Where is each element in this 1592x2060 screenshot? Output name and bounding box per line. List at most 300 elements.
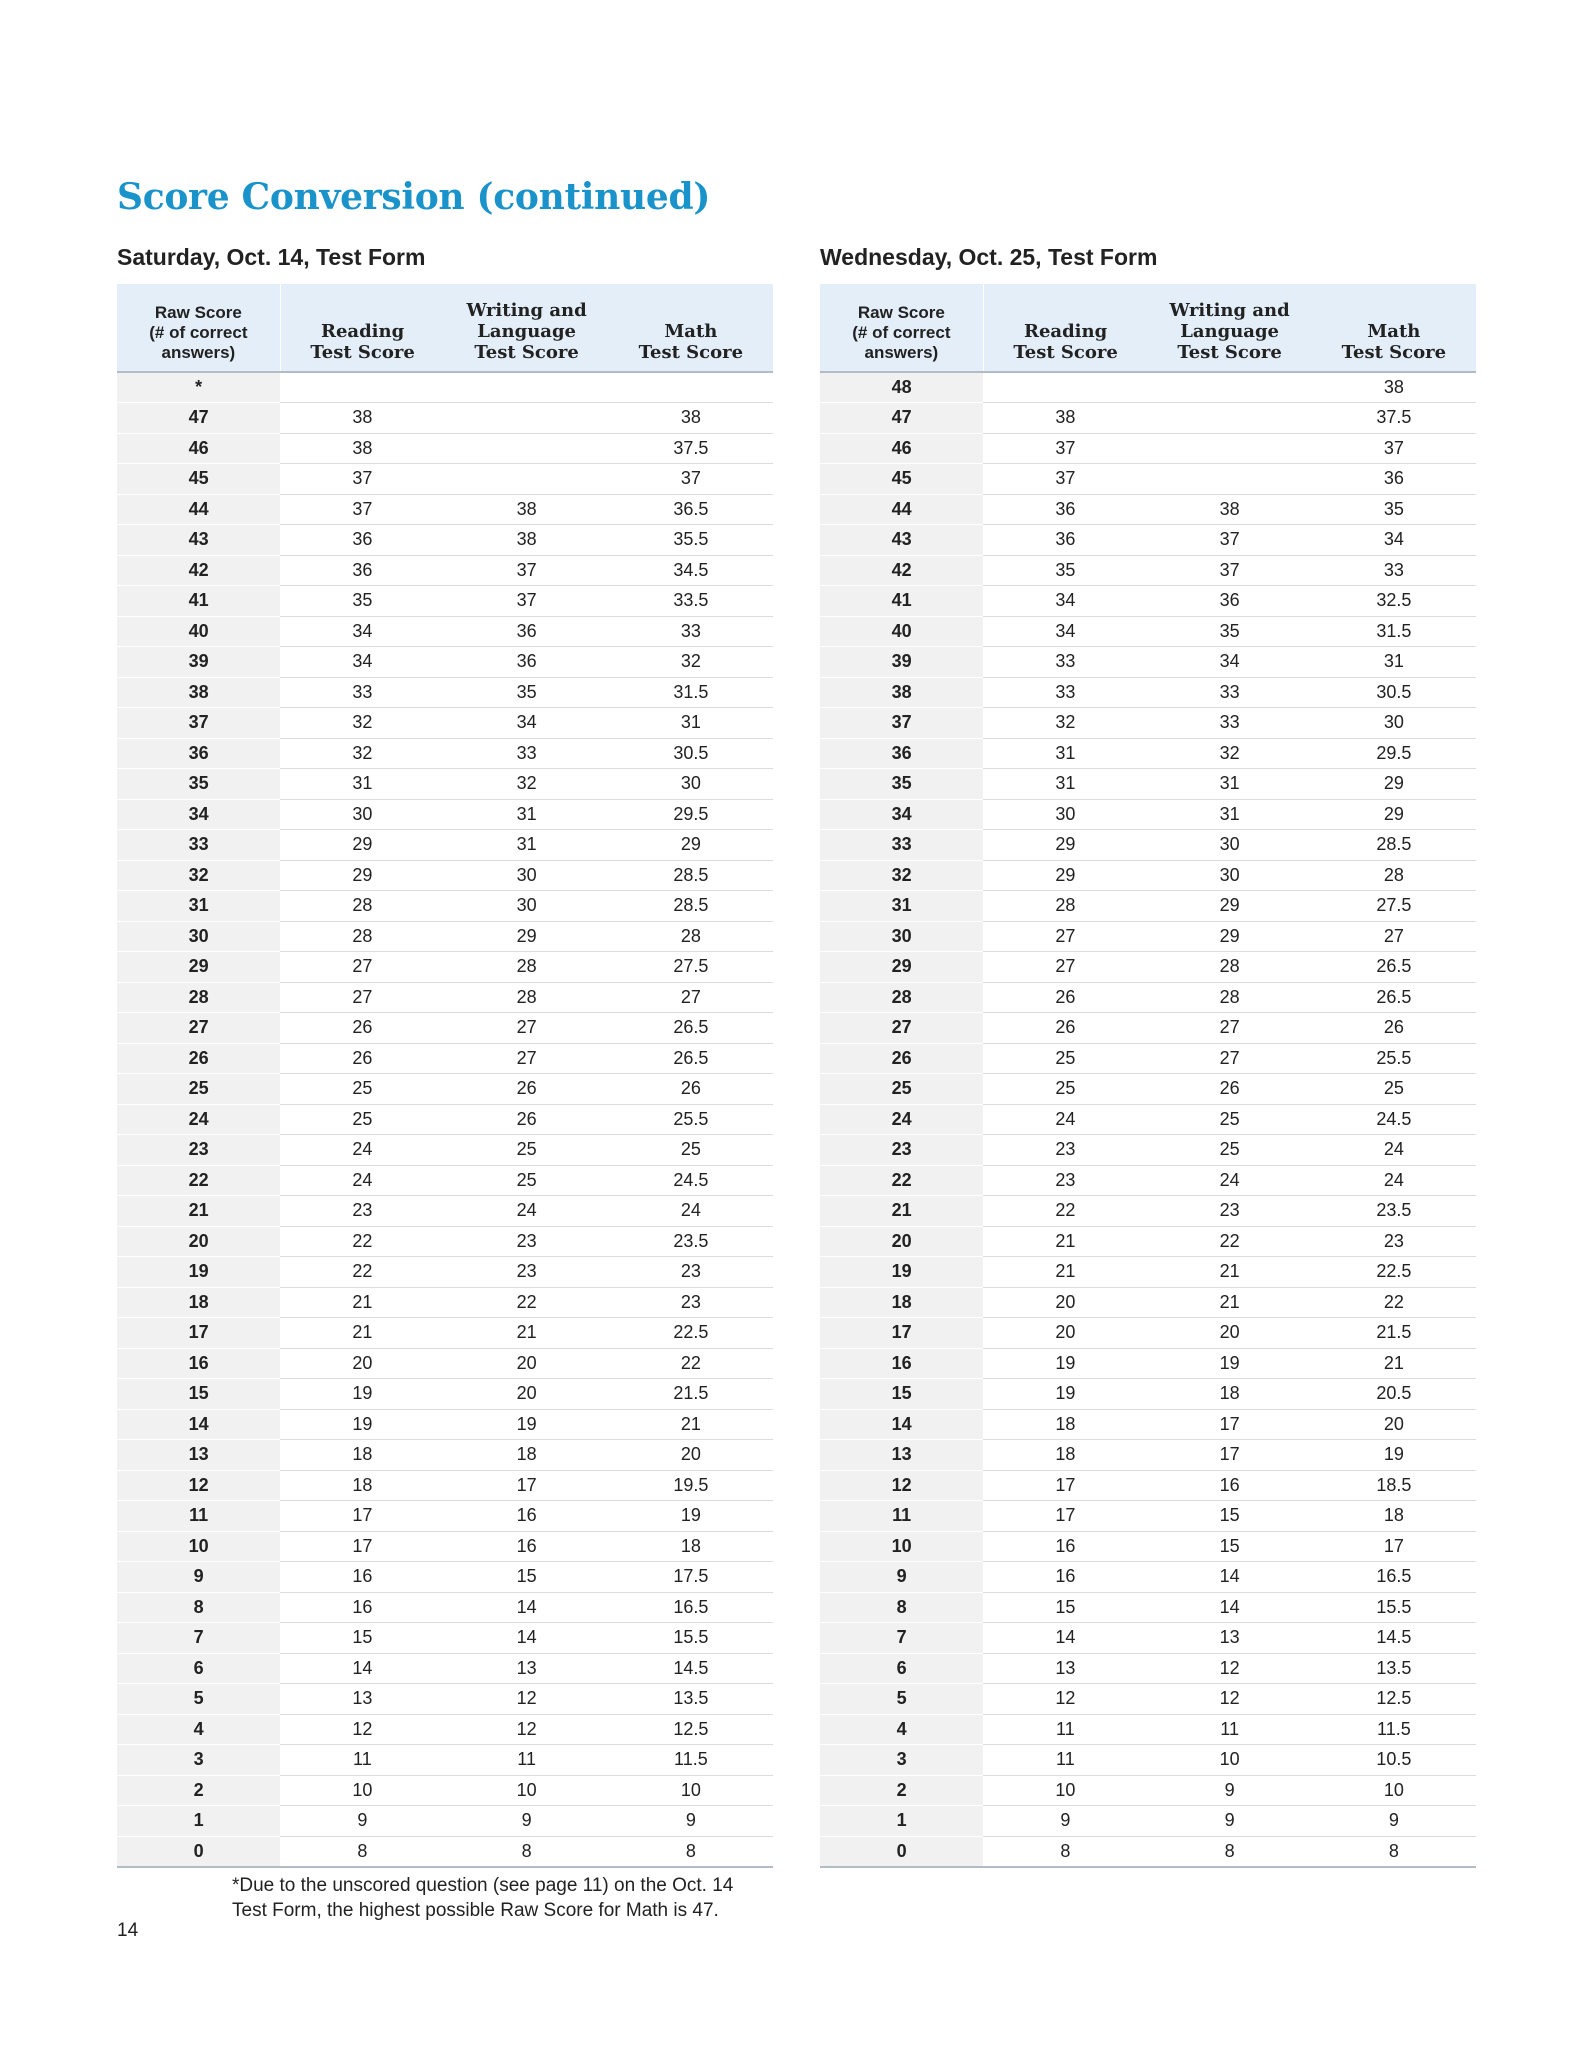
reading-score-cell: 28 [280, 891, 444, 922]
writing-language-score-cell: 24 [444, 1196, 608, 1227]
raw-score-cell: 29 [117, 952, 280, 983]
reading-score-cell: 18 [280, 1470, 444, 1501]
table-row [820, 799, 1476, 830]
math-score-cell: 24.5 [609, 1165, 773, 1196]
math-score-cell: 22 [1312, 1287, 1476, 1318]
math-score-cell: 10 [1312, 1775, 1476, 1806]
table-row [820, 1409, 1476, 1440]
writing-language-score-cell: 16 [444, 1501, 608, 1532]
table-row [117, 464, 773, 495]
reading-score-cell: 36 [280, 525, 444, 556]
reading-score-cell: 17 [280, 1501, 444, 1532]
header-line: Test Score [1341, 342, 1447, 363]
raw-score-cell: 0 [117, 1836, 280, 1867]
score-conversion-table-oct-25 [820, 284, 1476, 1868]
reading-score-header [280, 284, 444, 372]
reading-score-cell: 36 [983, 525, 1147, 556]
raw-score-cell: 31 [820, 891, 983, 922]
reading-score-cell: 13 [983, 1653, 1147, 1684]
writing-language-score-cell: 36 [444, 647, 608, 678]
raw-score-cell: 46 [117, 433, 280, 464]
math-score-cell: 35.5 [609, 525, 773, 556]
raw-score-cell: 30 [820, 921, 983, 952]
writing-language-score-cell: 14 [444, 1592, 608, 1623]
table-row [820, 1257, 1476, 1288]
writing-language-score-cell [444, 372, 608, 403]
writing-language-score-cell: 18 [1147, 1379, 1311, 1410]
reading-score-cell: 31 [280, 769, 444, 800]
table-row [820, 677, 1476, 708]
raw-score-cell: 33 [117, 830, 280, 861]
raw-score-cell: 44 [117, 494, 280, 525]
writing-language-score-cell: 30 [444, 860, 608, 891]
raw-score-cell: 19 [820, 1257, 983, 1288]
writing-language-score-cell: 26 [444, 1074, 608, 1105]
table-row [820, 1806, 1476, 1837]
math-score-cell: 21 [1312, 1348, 1476, 1379]
raw-score-cell: 1 [820, 1806, 983, 1837]
table-row [820, 1135, 1476, 1166]
table-row [117, 860, 773, 891]
raw-score-cell: 3 [117, 1745, 280, 1776]
reading-score-cell: 17 [983, 1470, 1147, 1501]
writing-language-score-cell: 20 [444, 1348, 608, 1379]
math-score-cell: 13.5 [609, 1684, 773, 1715]
table-row [117, 1714, 773, 1745]
writing-language-score-cell [1147, 433, 1311, 464]
raw-score-cell: 0 [820, 1836, 983, 1867]
table-row [117, 433, 773, 464]
reading-score-cell: 37 [983, 464, 1147, 495]
math-score-cell: 26.5 [1312, 982, 1476, 1013]
math-score-cell: 15.5 [1312, 1592, 1476, 1623]
reading-score-cell: 12 [280, 1714, 444, 1745]
writing-language-score-cell: 37 [444, 586, 608, 617]
reading-score-cell: 35 [280, 586, 444, 617]
writing-language-score-cell: 28 [1147, 982, 1311, 1013]
writing-language-score-cell: 23 [444, 1226, 608, 1257]
reading-score-cell: 16 [983, 1562, 1147, 1593]
writing-language-score-cell: 9 [1147, 1775, 1311, 1806]
writing-language-score-cell [444, 403, 608, 434]
reading-score-cell: 15 [280, 1623, 444, 1654]
math-score-cell: 20.5 [1312, 1379, 1476, 1410]
table-row [117, 921, 773, 952]
reading-score-cell: 29 [280, 830, 444, 861]
writing-language-score-cell: 13 [444, 1653, 608, 1684]
math-score-cell: 26 [609, 1074, 773, 1105]
table-row [117, 372, 773, 403]
writing-language-score-cell: 26 [444, 1104, 608, 1135]
raw-score-cell: 42 [820, 555, 983, 586]
reading-score-cell: 11 [983, 1745, 1147, 1776]
math-score-cell: 21.5 [1312, 1318, 1476, 1349]
raw-score-cell: 10 [117, 1531, 280, 1562]
raw-score-header [117, 284, 280, 372]
math-score-cell: 29 [609, 830, 773, 861]
table-row [117, 1592, 773, 1623]
raw-score-cell: 7 [117, 1623, 280, 1654]
reading-score-cell: 21 [280, 1287, 444, 1318]
header-line: Test Score [474, 342, 579, 363]
table-row [117, 1623, 773, 1654]
raw-score-cell: 4 [820, 1714, 983, 1745]
raw-score-cell: * [117, 372, 280, 403]
table-row [820, 1196, 1476, 1227]
writing-language-score-cell: 37 [1147, 555, 1311, 586]
writing-language-score-cell: 10 [1147, 1745, 1311, 1776]
table-row [117, 1745, 773, 1776]
footnote-line: Test Form, the highest possible Raw Score for Math is 47. [232, 1900, 719, 1921]
reading-score-cell: 24 [280, 1165, 444, 1196]
raw-score-cell: 8 [117, 1592, 280, 1623]
math-score-cell: 30 [609, 769, 773, 800]
raw-score-cell: 16 [820, 1348, 983, 1379]
math-score-cell: 28.5 [609, 891, 773, 922]
raw-score-cell: 41 [820, 586, 983, 617]
table-row [820, 1074, 1476, 1105]
table-row [117, 586, 773, 617]
reading-score-cell: 25 [983, 1043, 1147, 1074]
table-row [820, 1470, 1476, 1501]
raw-score-cell: 34 [820, 799, 983, 830]
reading-score-cell: 19 [983, 1379, 1147, 1410]
header-line: Raw Score [857, 303, 945, 322]
reading-score-cell: 10 [280, 1775, 444, 1806]
reading-score-cell: 25 [983, 1074, 1147, 1105]
reading-score-cell: 23 [280, 1196, 444, 1227]
table-row [820, 738, 1476, 769]
reading-score-cell: 22 [983, 1196, 1147, 1227]
raw-score-cell: 45 [117, 464, 280, 495]
reading-score-cell: 21 [983, 1257, 1147, 1288]
writing-language-score-cell: 37 [1147, 525, 1311, 556]
writing-language-score-cell: 14 [444, 1623, 608, 1654]
table-row [117, 738, 773, 769]
table-row [820, 616, 1476, 647]
table-row [117, 1836, 773, 1867]
math-score-cell: 14.5 [1312, 1623, 1476, 1654]
score-conversion-table-oct-14 [117, 284, 773, 1868]
math-score-cell: 32.5 [1312, 586, 1476, 617]
table-row [117, 647, 773, 678]
math-score-cell: 31 [609, 708, 773, 739]
table-title: Wednesday, Oct. 25, Test Form [820, 244, 1158, 270]
writing-language-score-cell: 31 [1147, 769, 1311, 800]
reading-score-cell: 38 [280, 433, 444, 464]
writing-language-score-cell: 28 [444, 952, 608, 983]
raw-score-cell: 40 [117, 616, 280, 647]
math-score-header [609, 284, 773, 372]
table-row [117, 1348, 773, 1379]
math-score-cell: 20 [609, 1440, 773, 1471]
math-score-cell: 23.5 [609, 1226, 773, 1257]
raw-score-cell: 40 [820, 616, 983, 647]
reading-score-cell: 21 [983, 1226, 1147, 1257]
writing-language-score-header [444, 284, 608, 372]
table-row [820, 1775, 1476, 1806]
raw-score-cell: 27 [820, 1013, 983, 1044]
math-score-cell: 27.5 [609, 952, 773, 983]
table-row [117, 1226, 773, 1257]
raw-score-cell: 34 [117, 799, 280, 830]
table-row [117, 525, 773, 556]
math-score-cell: 19.5 [609, 1470, 773, 1501]
writing-language-score-cell: 15 [1147, 1531, 1311, 1562]
reading-score-cell: 28 [280, 921, 444, 952]
raw-score-cell: 25 [117, 1074, 280, 1105]
raw-score-cell: 28 [117, 982, 280, 1013]
reading-score-cell: 25 [280, 1074, 444, 1105]
table-row [117, 1562, 773, 1593]
reading-score-cell: 11 [280, 1745, 444, 1776]
writing-language-score-cell: 30 [1147, 860, 1311, 891]
writing-language-score-cell: 20 [444, 1379, 608, 1410]
math-score-cell: 8 [1312, 1836, 1476, 1867]
math-score-cell: 28.5 [1312, 830, 1476, 861]
table-row [117, 1043, 773, 1074]
footnote-line: *Due to the unscored question (see page 11) on the Oct. 14 [232, 1875, 734, 1896]
table-row [820, 433, 1476, 464]
math-score-cell: 38 [1312, 372, 1476, 403]
reading-score-cell: 15 [983, 1592, 1147, 1623]
math-score-cell: 9 [1312, 1806, 1476, 1837]
math-score-cell: 32 [609, 647, 773, 678]
reading-score-cell: 32 [983, 708, 1147, 739]
math-score-cell: 21 [609, 1409, 773, 1440]
writing-language-score-cell: 25 [1147, 1135, 1311, 1166]
table-row [117, 1379, 773, 1410]
table-row [820, 555, 1476, 586]
math-score-cell: 37.5 [1312, 403, 1476, 434]
reading-score-cell: 34 [983, 616, 1147, 647]
math-score-cell: 36.5 [609, 494, 773, 525]
math-score-cell: 17.5 [609, 1562, 773, 1593]
reading-score-cell: 36 [280, 555, 444, 586]
raw-score-cell: 9 [820, 1562, 983, 1593]
table-body [117, 372, 773, 1867]
reading-score-cell: 33 [983, 677, 1147, 708]
reading-score-cell: 28 [983, 891, 1147, 922]
writing-language-score-cell: 26 [1147, 1074, 1311, 1105]
math-score-cell: 31 [1312, 647, 1476, 678]
writing-language-score-cell: 18 [444, 1440, 608, 1471]
math-score-cell: 24 [609, 1196, 773, 1227]
reading-score-cell: 18 [280, 1440, 444, 1471]
reading-score-cell: 16 [280, 1592, 444, 1623]
header-line: Test Score [310, 342, 415, 363]
raw-score-cell: 37 [117, 708, 280, 739]
table-row [820, 1653, 1476, 1684]
table-row [820, 1836, 1476, 1867]
table-row [117, 494, 773, 525]
raw-score-cell: 45 [820, 464, 983, 495]
writing-language-score-cell: 23 [1147, 1196, 1311, 1227]
table-row [820, 1287, 1476, 1318]
math-score-cell: 27.5 [1312, 891, 1476, 922]
raw-score-cell: 48 [820, 372, 983, 403]
writing-language-score-cell [1147, 403, 1311, 434]
math-score-cell: 24 [1312, 1165, 1476, 1196]
writing-language-score-cell: 27 [444, 1013, 608, 1044]
math-score-cell: 28.5 [609, 860, 773, 891]
writing-language-score-header [1147, 284, 1311, 372]
table-row [820, 1226, 1476, 1257]
table-row [820, 921, 1476, 952]
header-line: Test Score [638, 342, 744, 363]
raw-score-cell: 11 [820, 1501, 983, 1532]
writing-language-score-cell: 30 [444, 891, 608, 922]
raw-score-cell: 20 [117, 1226, 280, 1257]
writing-language-score-cell: 24 [1147, 1165, 1311, 1196]
math-score-cell: 10.5 [1312, 1745, 1476, 1776]
header-line: answers) [161, 343, 236, 362]
math-score-cell: 24.5 [1312, 1104, 1476, 1135]
raw-score-header [820, 284, 983, 372]
header-line: Raw Score [154, 303, 242, 322]
writing-language-score-cell: 12 [1147, 1653, 1311, 1684]
writing-language-score-cell: 16 [1147, 1470, 1311, 1501]
math-score-cell: 17 [1312, 1531, 1476, 1562]
writing-language-score-cell: 21 [1147, 1257, 1311, 1288]
reading-score-cell: 25 [280, 1104, 444, 1135]
math-score-cell: 23 [1312, 1226, 1476, 1257]
reading-score-cell: 8 [280, 1836, 444, 1867]
writing-language-score-cell: 11 [444, 1745, 608, 1776]
math-score-cell: 31.5 [609, 677, 773, 708]
table-row [117, 1653, 773, 1684]
raw-score-cell: 27 [117, 1013, 280, 1044]
header-line: Language [477, 321, 576, 342]
writing-language-score-cell: 21 [444, 1318, 608, 1349]
reading-score-cell: 29 [280, 860, 444, 891]
writing-language-score-cell: 23 [444, 1257, 608, 1288]
math-score-cell: 23.5 [1312, 1196, 1476, 1227]
raw-score-cell: 11 [117, 1501, 280, 1532]
table-row [117, 1257, 773, 1288]
raw-score-cell: 23 [820, 1135, 983, 1166]
table-row [117, 1470, 773, 1501]
table-section-oct-14 [117, 242, 773, 1868]
math-score-cell: 30 [1312, 708, 1476, 739]
reading-score-cell: 27 [983, 921, 1147, 952]
reading-score-cell: 8 [983, 1836, 1147, 1867]
raw-score-cell: 38 [117, 677, 280, 708]
reading-score-cell: 23 [983, 1165, 1147, 1196]
writing-language-score-cell: 8 [444, 1836, 608, 1867]
table-row [117, 1074, 773, 1105]
math-score-cell: 28 [1312, 860, 1476, 891]
reading-score-cell: 12 [983, 1684, 1147, 1715]
math-score-cell: 29 [1312, 799, 1476, 830]
writing-language-score-cell: 16 [444, 1531, 608, 1562]
writing-language-score-cell: 17 [444, 1470, 608, 1501]
table-row [820, 891, 1476, 922]
reading-score-cell: 19 [280, 1379, 444, 1410]
table-title: Saturday, Oct. 14, Test Form [117, 244, 426, 270]
writing-language-score-cell: 36 [1147, 586, 1311, 617]
math-score-cell: 16.5 [1312, 1562, 1476, 1593]
raw-score-cell: 37 [820, 708, 983, 739]
writing-language-score-cell: 33 [1147, 708, 1311, 739]
table-row [820, 525, 1476, 556]
page-number: 14 [117, 1920, 139, 1941]
writing-language-score-cell: 36 [444, 616, 608, 647]
table-row [820, 1318, 1476, 1349]
table-row [117, 1165, 773, 1196]
math-score-cell: 30.5 [609, 738, 773, 769]
table-row [117, 708, 773, 739]
table-row [820, 1348, 1476, 1379]
reading-score-cell: 22 [280, 1257, 444, 1288]
raw-score-cell: 43 [117, 525, 280, 556]
raw-score-cell: 35 [820, 769, 983, 800]
raw-score-cell: 44 [820, 494, 983, 525]
raw-score-cell: 36 [117, 738, 280, 769]
header-line: (# of correct [149, 323, 248, 342]
math-score-cell: 8 [609, 1836, 773, 1867]
writing-language-score-cell: 29 [1147, 921, 1311, 952]
page-title: Score Conversion (continued) [117, 176, 711, 218]
table-row [820, 1684, 1476, 1715]
header-line: Writing and [1169, 300, 1290, 321]
math-score-cell: 14.5 [609, 1653, 773, 1684]
raw-score-cell: 38 [820, 677, 983, 708]
table-row [117, 1318, 773, 1349]
reading-score-cell: 19 [983, 1348, 1147, 1379]
table-row [117, 952, 773, 983]
writing-language-score-cell: 35 [1147, 616, 1311, 647]
writing-language-score-cell: 25 [1147, 1104, 1311, 1135]
reading-score-cell: 21 [280, 1318, 444, 1349]
raw-score-cell: 29 [820, 952, 983, 983]
math-score-cell: 20 [1312, 1409, 1476, 1440]
reading-score-cell: 26 [983, 1013, 1147, 1044]
raw-score-cell: 10 [820, 1531, 983, 1562]
raw-score-cell: 26 [820, 1043, 983, 1074]
writing-language-score-cell: 38 [444, 494, 608, 525]
writing-language-score-cell: 12 [444, 1714, 608, 1745]
writing-language-score-cell: 28 [1147, 952, 1311, 983]
math-score-cell: 36 [1312, 464, 1476, 495]
math-score-cell: 21.5 [609, 1379, 773, 1410]
raw-score-cell: 2 [820, 1775, 983, 1806]
table-row [820, 1501, 1476, 1532]
header-line: Writing and [466, 300, 587, 321]
writing-language-score-cell: 32 [1147, 738, 1311, 769]
reading-score-cell: 32 [280, 738, 444, 769]
raw-score-cell: 17 [117, 1318, 280, 1349]
math-score-cell [609, 372, 773, 403]
writing-language-score-cell: 15 [1147, 1501, 1311, 1532]
math-score-cell: 15.5 [609, 1623, 773, 1654]
writing-language-score-cell: 21 [1147, 1287, 1311, 1318]
raw-score-cell: 39 [117, 647, 280, 678]
math-score-cell: 33 [1312, 555, 1476, 586]
raw-score-cell: 21 [117, 1196, 280, 1227]
table-row [820, 403, 1476, 434]
table-row [117, 616, 773, 647]
raw-score-cell: 26 [117, 1043, 280, 1074]
writing-language-score-cell: 25 [444, 1165, 608, 1196]
math-score-cell: 18.5 [1312, 1470, 1476, 1501]
raw-score-cell: 39 [820, 647, 983, 678]
raw-score-cell: 2 [117, 1775, 280, 1806]
header-line: Language [1180, 321, 1279, 342]
raw-score-cell: 24 [820, 1104, 983, 1135]
raw-score-cell: 47 [117, 403, 280, 434]
raw-score-cell: 4 [117, 1714, 280, 1745]
